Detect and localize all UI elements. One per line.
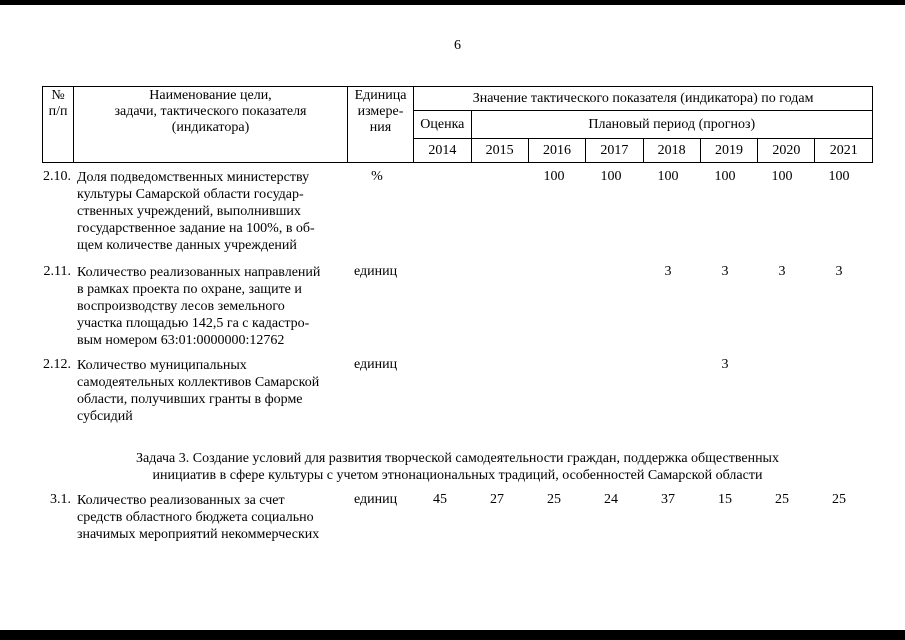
row-value: 100 [543,169,565,184]
row-number: 2.10. [43,169,71,184]
header-year: 2020 [758,139,815,163]
header-name-line3: (индикатора) [171,120,250,135]
row-name [77,169,347,254]
row-name-line: ственных учреждений, выполнивших [77,204,301,219]
row-name-line: государственное задание на 100%, в об- [77,221,315,236]
header-year: 2021 [815,139,873,163]
row-value: 45 [433,492,447,507]
row-name-line: самодеятельных коллективов Самарской [77,375,320,390]
header-name-line2: задачи, тактического показателя [114,104,307,119]
header-values-title: Значение тактического показателя (индикатора) по годам [414,87,873,111]
row-value: 100 [828,169,850,184]
row-unit: % [371,169,383,184]
header-unit-line3: ния [369,120,392,135]
row-value: 100 [657,169,679,184]
row-name-line: культуры Самарской области государ- [77,187,304,202]
row-value: 25 [832,492,846,507]
row-value: 3 [664,264,672,279]
row-value: 25 [775,492,789,507]
row-name-line: Доля подведомственных министерству [77,170,310,185]
row-name-line: средств областного бюджета социально [77,510,314,525]
row-value: 3 [721,264,729,279]
header-num-line1: № [51,88,65,103]
header-num-line2: п/п [48,104,68,119]
task-3-heading [42,450,873,484]
row-value: 3 [721,357,729,372]
row-value: 15 [718,492,732,507]
row-unit: единиц [354,264,398,279]
header-year: 2016 [528,139,585,163]
header-unit-line2: измере- [357,104,404,119]
header-year: 2018 [643,139,700,163]
header-name-cell [74,87,348,163]
row-name-line: Количество реализованных за счет [77,493,285,508]
header-estimate: Оценка [414,111,471,139]
header-plan-period: Плановый период (прогноз) [471,111,872,139]
row-value: 100 [771,169,793,184]
row-name-line: Количество реализованных направлений [77,265,321,280]
row-unit: единиц [354,492,398,507]
row-value: 3 [835,264,843,279]
indicator-table-header [42,86,873,163]
row-value: 27 [490,492,504,507]
header-year: 2017 [586,139,643,163]
task-3-line2: инициатив в сфере культуры с учетом этнонациональных традиций, особенностей Самарской области [152,468,763,483]
row-value: 37 [661,492,675,507]
row-name-line: субсидий [77,409,133,424]
header-unit-line1: Единица [354,88,407,103]
header-name-line1: Наименование цели, [149,88,272,103]
row-value: 24 [604,492,618,507]
row-name-line: воспроизводству лесов земельного [77,299,285,314]
header-unit-cell [347,87,413,163]
page-number: 6 [454,38,461,53]
row-value: 100 [600,169,622,184]
top-border [0,0,905,5]
row-name [77,264,347,349]
row-name-line: участка площадью 142,5 га с кадастро- [77,316,310,331]
row-name-line: значимых мероприятий некоммерческих [77,527,320,542]
bottom-border [0,630,905,640]
row-number: 3.1. [50,492,71,507]
row-name-line: вым номером 63:01:0000000:12762 [77,333,285,348]
header-year: 2019 [700,139,757,163]
row-number: 2.11. [43,264,71,279]
row-name-line: области, получивших гранты в форме [77,392,303,407]
row-name [77,357,347,425]
header-year: 2015 [471,139,528,163]
row-number: 2.12. [43,357,71,372]
row-value: 25 [547,492,561,507]
header-year: 2014 [414,139,471,163]
task-3-line1: Задача 3. Создание условий для развития творческой самодеятельности граждан, поддержка общественных [136,451,779,466]
header-num-cell [43,87,74,163]
row-name-line: Количество муниципальных [77,358,247,373]
row-name-line: в рамках проекта по охране, защите и [77,282,302,297]
row-value: 3 [778,264,786,279]
row-unit: единиц [354,357,398,372]
row-name-line: щем количестве данных учреждений [77,238,297,253]
row-name [77,492,347,543]
row-value: 100 [714,169,736,184]
